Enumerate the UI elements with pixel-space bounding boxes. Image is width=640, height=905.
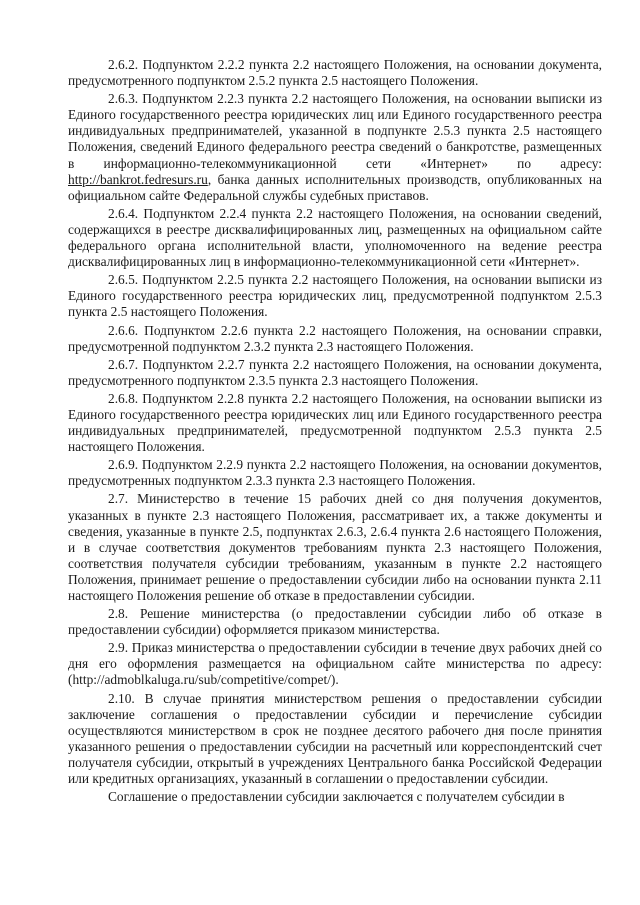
paragraph-2-6-8: 2.6.8. Подпунктом 2.2.8 пункта 2.2 настоящего Положения, на основании выписки из Единого государственного реестра юридических лиц или Единого государственного реестра индивидуальных предпринимателей, предусмотренной подпунктом 2.5.3 пункта 2.5 настоящего Положения.	[68, 390, 602, 455]
paragraph-2-6-7: 2.6.7. Подпунктом 2.2.7 пункта 2.2 настоящего Положения, на основании документа, предусмотренного подпунктом 2.3.5 пункта 2.3 настоящего Положения.	[68, 356, 602, 388]
paragraph-2-8: 2.8. Решение министерства (о предоставлении субсидии либо об отказе в предоставлении субсидии) оформляется приказом министерства.	[68, 606, 602, 638]
paragraph-2-6-9: 2.6.9. Подпунктом 2.2.9 пункта 2.2 настоящего Положения, на основании документов, предусмотренных подпунктом 2.3.3 пункта 2.3 настоящего Положения.	[68, 457, 602, 489]
paragraph-2-6-3-text-before-link: 2.6.3. Подпунктом 2.2.3 пункта 2.2 настоящего Положения, на основании выписки из Единого государственного реестра юридических лиц или Единого государственного реестра индивидуальных предпринимателей, указанной в подпункте 2.5.3 пункта 2.5 настоящего Положения, сведений Единого федерального реестра сведений о банкротстве, размещенных в информационно-телекоммуникационной сети «Интернет» по адресу:	[68, 91, 602, 171]
paragraph-2-6-5: 2.6.5. Подпунктом 2.2.5 пункта 2.2 настоящего Положения, на основании выписки из Единого государственного реестра юридических лиц, предусмотренной подпунктом 2.5.3 пункта 2.5 настоящего Положения.	[68, 272, 602, 320]
paragraph-2-6-3-text-after-link: , банка данных исполнительных производств, опубликованных на официальном сайте Федеральной службы судебных приставов.	[68, 171, 602, 203]
paragraph-2-6-4: 2.6.4. Подпунктом 2.2.4 пункта 2.2 настоящего Положения, на основании сведений, содержащихся в реестре дисквалифицированных лиц, размещенных на официальном сайте федерального органа исполнительной власти, уполномоченного на ведение реестра дисквалифицированных лиц в информационно-телекоммуникационной сети «Интернет».	[68, 205, 602, 270]
paragraph-2-6-3	[68, 91, 602, 204]
paragraph-agreement: Соглашение о предоставлении субсидии заключается с получателем субсидии в	[108, 789, 565, 805]
paragraph-2-7: 2.7. Министерство в течение 15 рабочих дней со дня получения документов, указанных в пункте 2.3 настоящего Положения, рассматривает их, а также документы и сведения, указанные в пункте 2.5, подпунктах 2.6.3, 2.6.4 пункта 2.6 настоящего Положения, и в случае соответствия документов требованиям пункта 2.3 настоящего Положения, соответствия получателя субсидии требованиям, указанным в пункте 2.2 настоящего Положения, принимает решение о предоставлении субсидии либо на основании пункта 2.11 настоящего Положения решение об отказе в предоставлении субсидии.	[68, 491, 602, 603]
bankrot-link[interactable]: http://bankrot.fedresurs.ru	[68, 171, 208, 187]
paragraph-2-6-2: 2.6.2. Подпунктом 2.2.2 пункта 2.2 настоящего Положения, на основании документа, предусмотренного подпунктом 2.5.2 пункта 2.5 настоящего Положения.	[68, 57, 602, 89]
paragraph-2-10: 2.10. В случае принятия министерством решения о предоставлении субсидии заключение соглашения о предоставлении субсидии и перечисление субсидии осуществляются министерством в срок не позднее десятого рабочего дня после принятия указанного решения о предоставлении субсидии на расчетный или корреспондентский счет получателя субсидии, открытый в учреждениях Центрального банка Российской Федерации или кредитных организациях, указанный в соглашении о предоставлении субсидии.	[68, 690, 602, 787]
paragraph-2-6-6: 2.6.6. Подпунктом 2.2.6 пункта 2.2 настоящего Положения, на основании справки, предусмотренной подпунктом 2.3.2 пункта 2.3 настоящего Положения.	[68, 322, 602, 354]
paragraph-2-9: 2.9. Приказ министерства о предоставлении субсидии в течение двух рабочих дней со дня его оформления размещается на официальном сайте министерства по адресу: (http://admoblkaluga.ru/sub/competitive/compet/).	[68, 640, 602, 688]
